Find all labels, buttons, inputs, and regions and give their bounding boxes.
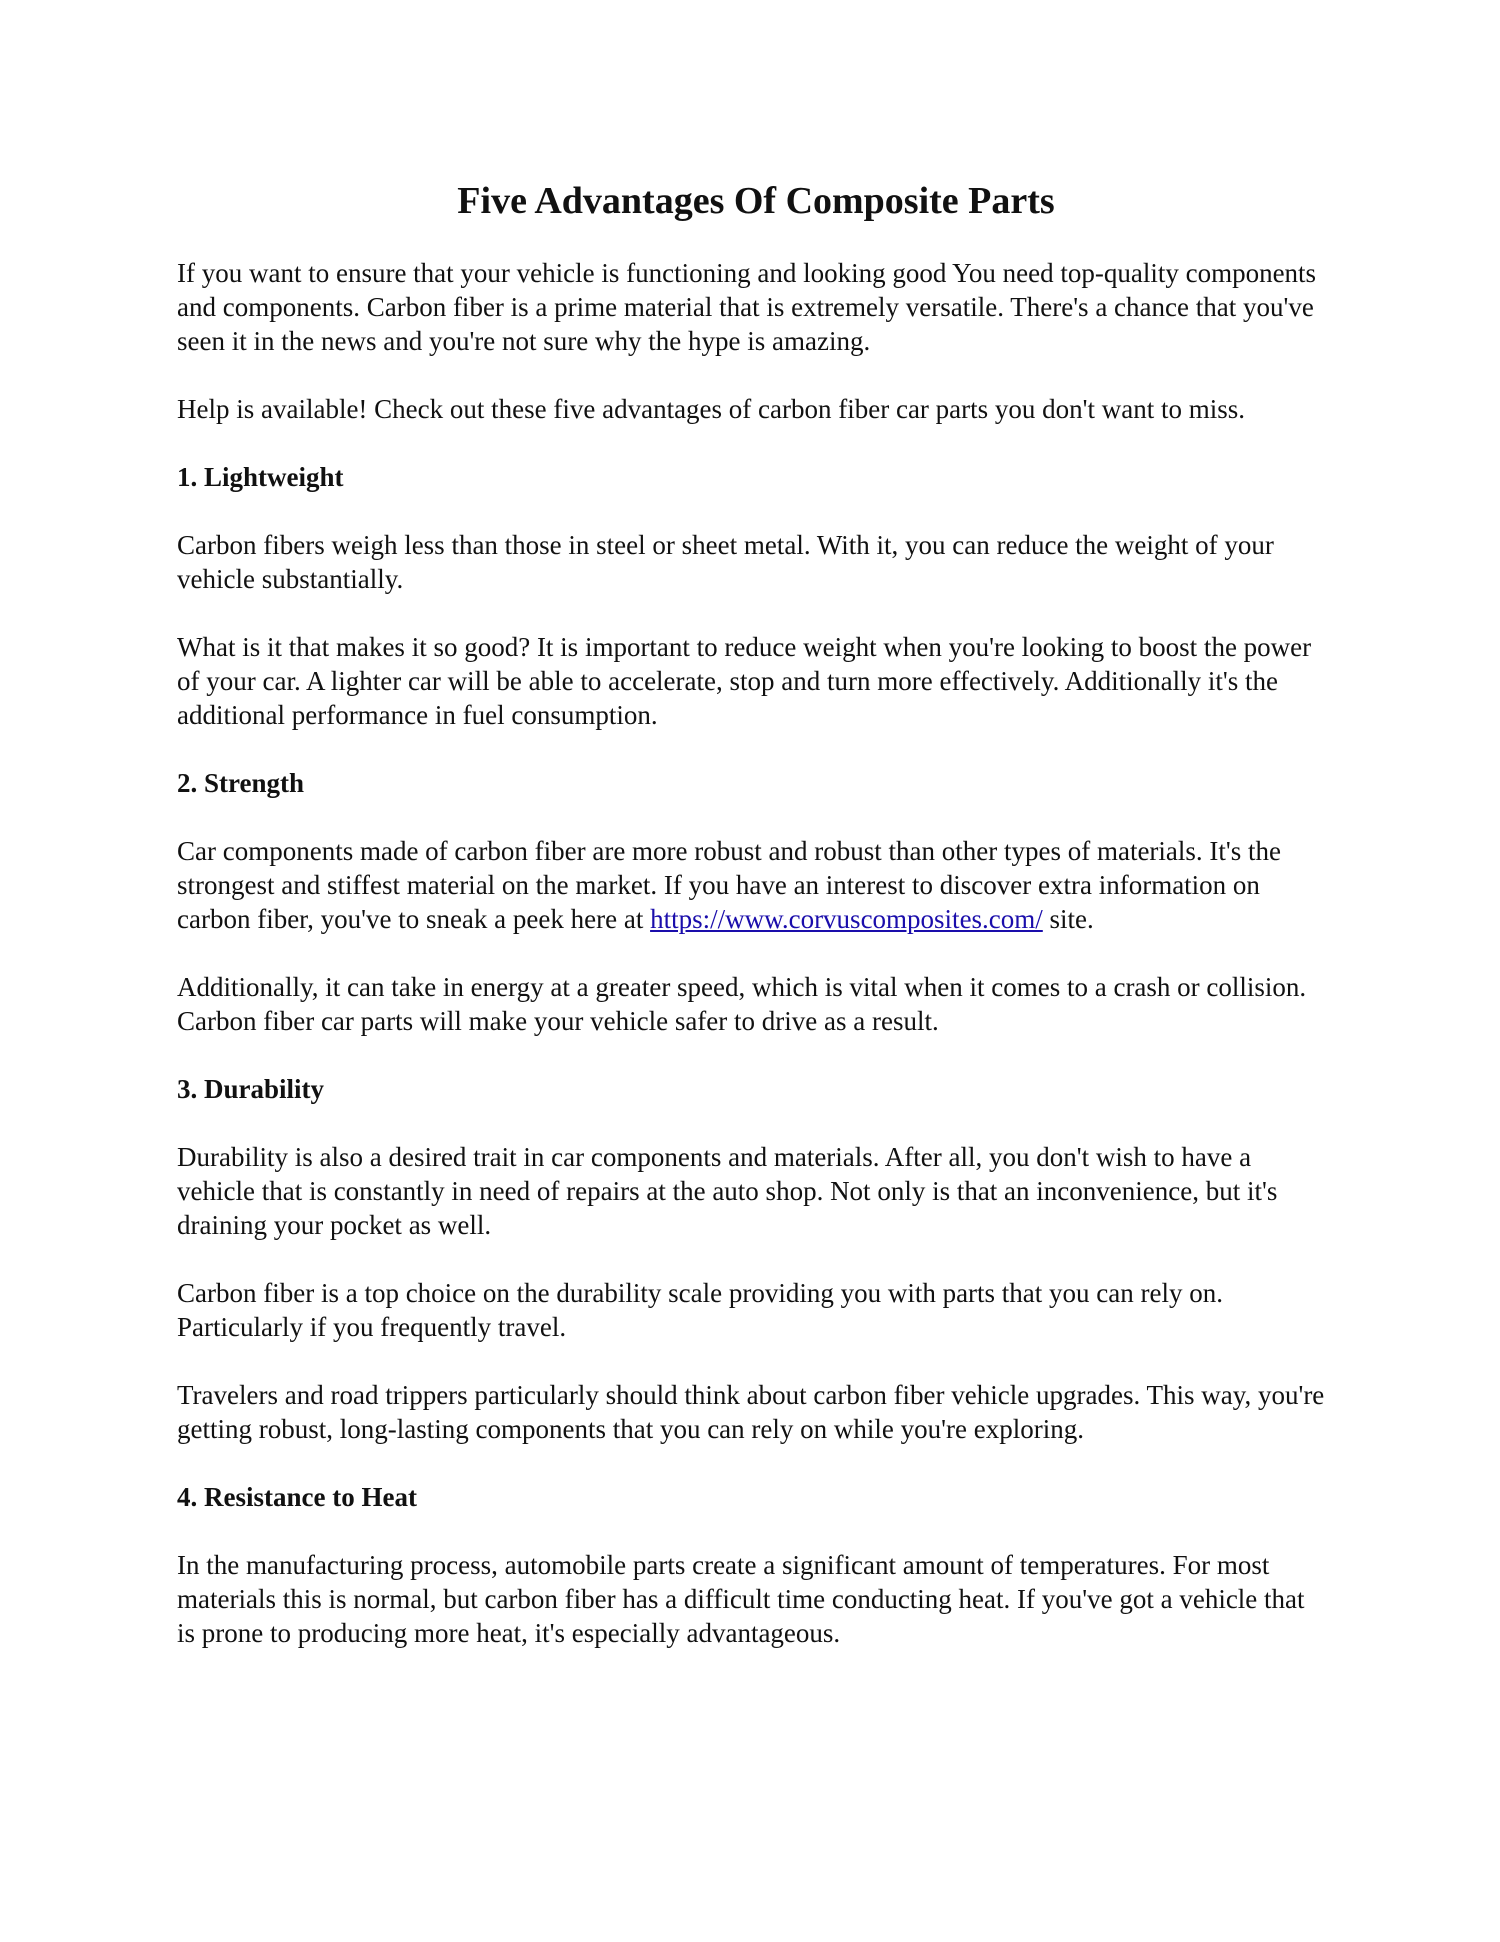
durability-paragraph-2: Carbon fiber is a top choice on the durability scale providing you with parts that you can rely on. Particularly if you frequently travel. — [177, 1278, 1223, 1342]
section-heading-strength: 2. Strength — [177, 768, 305, 798]
strength-text-before-link: Car components made of carbon fiber are more robust and robust than other types of materials. It's the strongest and stiffest material on the market. If you have an interest to discover extra information on carbon fiber, you've to sneak a peek here at — [177, 836, 1282, 934]
page-title: Five Advantages Of Composite Parts — [457, 180, 1055, 222]
heat-paragraph-1: In the manufacturing process, automobile parts create a significant amount of temperatures. For most materials this is normal, but carbon fiber has a difficult time conducting heat. If you've got a vehicle that is prone to producing more heat, it's especially advantageous. — [177, 1550, 1305, 1648]
lightweight-paragraph-1: Carbon fibers weigh less than those in steel or sheet metal. With it, you can reduce the weight of your vehicle substantially. — [177, 530, 1274, 594]
intro-paragraph-1: If you want to ensure that your vehicle is functioning and looking good You need top-quality components and components. Carbon fiber is a prime material that is extremely versatile. There's a chance that you've seen it in the news and you're not sure why the hype is amazing. — [177, 258, 1317, 356]
durability-paragraph-1: Durability is also a desired trait in car components and materials. After all, you don't wish to have a vehicle that is constantly in need of repairs at the auto shop. Not only is that an inconvenience, but it's draining your pocket as well. — [177, 1142, 1278, 1240]
section-heading-durability: 3. Durability — [177, 1074, 325, 1104]
durability-paragraph-3: Travelers and road trippers particularly should think about carbon fiber vehicle upgrades. This way, you're getting robust, long-lasting components that you can rely on while you're exploring. — [177, 1380, 1325, 1444]
lightweight-paragraph-2: What is it that makes it so good? It is important to reduce weight when you're looking to boost the power of your car. A lighter car will be able to accelerate, stop and turn more effectively. Additionally it's the additional performance in fuel consumption. — [177, 632, 1312, 730]
strength-paragraph-1 — [177, 834, 1327, 936]
strength-text-after-link: site. — [1042, 904, 1094, 934]
strength-paragraph-2: Additionally, it can take in energy at a greater speed, which is vital when it comes to a crash or collision. Carbon fiber car parts will make your vehicle safer to drive as a result. — [177, 972, 1307, 1036]
corvus-composites-link[interactable]: https://www.corvuscomposites.com/ — [650, 904, 1043, 934]
section-heading-heat: 4. Resistance to Heat — [177, 1482, 417, 1512]
section-heading-lightweight: 1. Lightweight — [177, 462, 344, 492]
intro-paragraph-2: Help is available! Check out these five advantages of carbon fiber car parts you don't want to miss. — [177, 394, 1246, 424]
document-page — [177, 176, 1327, 1650]
